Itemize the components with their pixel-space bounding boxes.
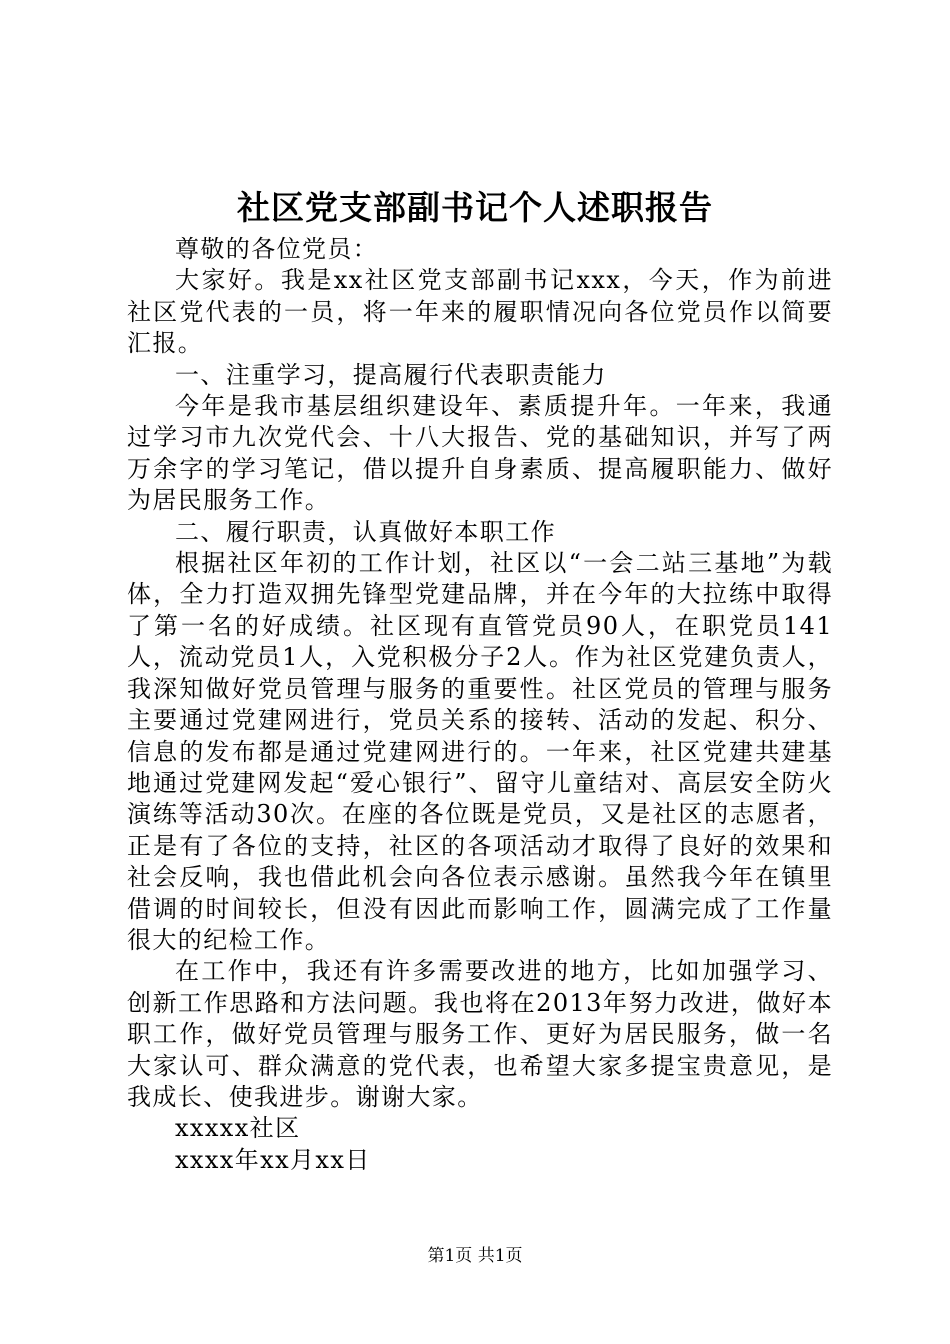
document-title: 社区党支部副书记个人述职报告: [237, 188, 713, 227]
page-footer: 第1页 共1页: [427, 1246, 523, 1266]
salutation: 尊敬的各位党员：: [175, 235, 379, 263]
date: xxxx年xx月xx日: [175, 1145, 371, 1174]
paragraph-duties: 根据社区年初的工作计划，社区以“一会二站三基地”为载体，全力打造双拥先锋型党建品牌，并在今年的大拉练中取得了第一名的好成绩。社区现有直管党员90人，在职党员141人，流动党员1人，入党积极分子2人。作为社区党建负责人，我深知做好党员管理与服务的重要性。社区党员的管理与服务主要通过党建网进行，党员关系的接转、活动的发起、积分、信息的发布都是通过党建网进行的。一年来，社区党建共建基地通过党建网发起“爱心银行”、留守儿童结对、高层安全防火演练等活动30次。在座的各位既是党员，又是社区的志愿者，正是有了各位的支持，社区的各项活动才取得了良好的效果和社会反响，我也借此机会向各位表示感谢。虽然我今年在镇里借调的时间较长，但没有因此而影响工作，圆满完成了工作量很大的纪检工作。: [127, 549, 833, 954]
section-heading-1: 一、注重学习，提高履行代表职责能力: [175, 360, 607, 389]
signature: xxxxx社区: [175, 1114, 301, 1143]
paragraph-study: 今年是我市基层组织建设年、素质提升年。一年来，我通过学习市九次党代会、十八大报告、党的基础知识，并写了两万余字的学习笔记，借以提升自身素质、提高履职能力、做好为居民服务工作。: [127, 392, 833, 515]
section-heading-2: 二、履行职责，认真做好本职工作: [175, 517, 556, 546]
document-body: [127, 234, 833, 1176]
paragraph-improvement: 在工作中，我还有许多需要改进的地方，比如加强学习、创新工作思路和方法问题。我也将在2013年努力改进，做好本职工作，做好党员管理与服务工作、更好为居民服务，做一名大家认可、群众满意的党代表，也希望大家多提宝贵意见，是我成长、使我进步。谢谢大家。: [127, 957, 833, 1111]
paragraph-intro: 大家好。我是xx社区党支部副书记xxx，今天，作为前进社区党代表的一员，将一年来的履职情况向各位党员作以简要汇报。: [127, 266, 833, 358]
